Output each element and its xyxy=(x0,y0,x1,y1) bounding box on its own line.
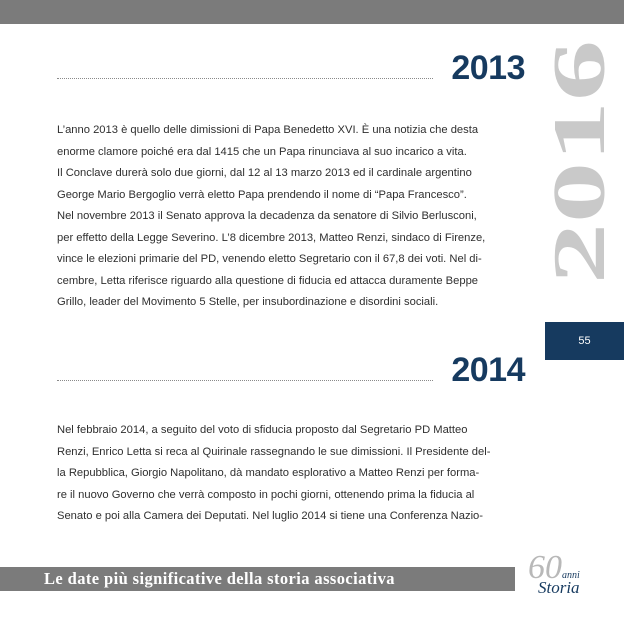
text-line: cembre, Letta riferisce riguardo alla questione di fiducia ed attacca duramente Beppe xyxy=(57,274,479,287)
year-heading: 2013 xyxy=(451,49,525,87)
top-header-bar xyxy=(0,0,624,24)
text-line: per effetto della Legge Severino. L’8 dicembre 2013, Matteo Renzi, sindaco di Firenze, xyxy=(57,231,486,244)
year-heading-row-2014 xyxy=(57,350,525,390)
footer-bar xyxy=(0,567,515,591)
logo-word: Storia xyxy=(538,578,580,597)
side-year-text: 2016 xyxy=(539,136,621,284)
logo-small-text: anni xyxy=(562,570,580,581)
text-line: re il nuovo Governo che verrà composto in pochi giorni, ottenendo prima la fiducia al xyxy=(57,488,475,501)
page-number: 55 xyxy=(578,335,591,347)
sixty-years-logo xyxy=(526,550,598,600)
section-2013-text xyxy=(57,120,517,314)
text-line: Renzi, Enrico Letta si reca al Quirinale rassegnando le sue dimissioni. Il Presidente del- xyxy=(57,445,491,458)
text-line: Grillo, leader del Movimento 5 Stelle, per insubordinazione e disordini sociali. xyxy=(57,296,439,308)
side-year-vertical xyxy=(538,36,624,286)
text-line: Nel novembre 2013 il Senato approva la decadenza da senatore di Silvio Berlusconi, xyxy=(57,210,477,222)
footer-title: Le date più significative della storia associativa xyxy=(44,569,395,588)
dotted-leader xyxy=(57,380,433,381)
text-line: la Repubblica, Giorgio Napolitano, dà mandato esplorativo a Matteo Renzi per forma- xyxy=(57,467,480,479)
text-line: Nel febbraio 2014, a seguito del voto di sfiducia proposto dal Segretario PD Matteo xyxy=(57,424,468,436)
page-number-box xyxy=(545,322,624,360)
text-line: L’anno 2013 è quello delle dimissioni di Papa Benedetto XVI. È una notizia che desta xyxy=(57,124,479,136)
logo-number: 60 xyxy=(528,549,562,586)
year-heading-row-2013 xyxy=(57,48,525,88)
dotted-leader xyxy=(57,78,433,79)
text-line: Senato e poi alla Camera dei Deputati. Nel luglio 2014 si tiene una Conferenza Nazio- xyxy=(57,510,484,522)
year-heading: 2014 xyxy=(451,351,525,389)
section-2014-text xyxy=(57,420,517,528)
text-line: Il Conclave durerà solo due giorni, dal 12 al 13 marzo 2013 ed il cardinale argentino xyxy=(57,167,472,179)
text-line: enorme clamore poiché era dal 1415 che un Papa rinunciava al suo incarico a vita. xyxy=(57,145,467,158)
text-line: vince le elezioni primarie del PD, venendo eletto Segretario con il 67,8 dei voti. Nel di- xyxy=(57,253,482,265)
text-line: George Mario Bergoglio verrà eletto Papa prendendo il nome di “Papa Francesco”. xyxy=(57,188,467,201)
